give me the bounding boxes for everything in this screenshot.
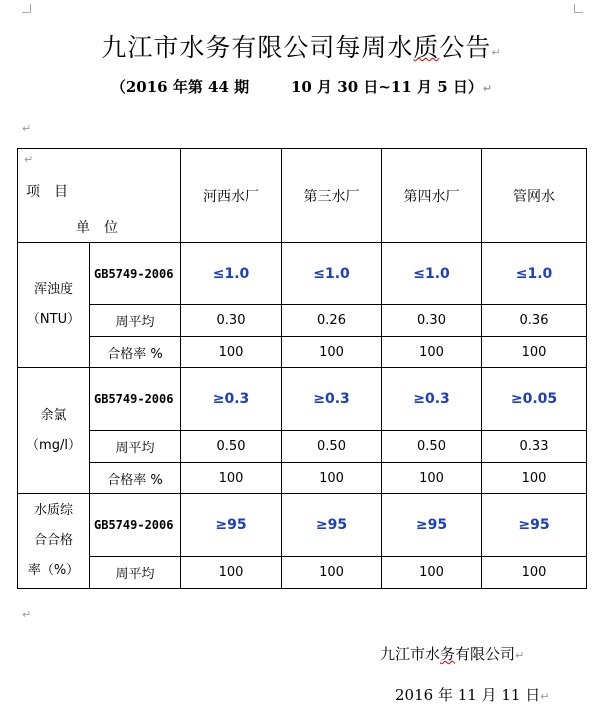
paragraph-mark: ↵ (540, 690, 550, 703)
table-cell: 100 (382, 337, 482, 368)
table-cell: 100 (181, 337, 282, 368)
header-col-disi: 第四水厂 (382, 149, 482, 243)
header-col-disan: 第三水厂 (282, 149, 382, 243)
table-cell: 100 (382, 463, 482, 494)
overall-limit-disi: ≥95 (382, 494, 482, 557)
chlorine-standard-row (18, 368, 587, 431)
table-cell: 0.26 (282, 305, 382, 337)
chlorine-limit-disan: ≥0.3 (282, 368, 382, 431)
overall-name-line-2: 合合格 (33, 533, 73, 548)
chlorine-weekly-avg-row (18, 431, 587, 463)
header-col-guanwang: 管网水 (482, 149, 587, 243)
title-part-a: 九江市水务有限公司每周水 (101, 33, 414, 62)
header-row (18, 149, 587, 243)
table-cell: 100 (282, 337, 382, 368)
paragraph-mark: ↵ (515, 649, 525, 662)
row-label: 合格率 % (90, 463, 181, 494)
header-item-unit-cell (18, 149, 181, 243)
row-label: 合格率 % (90, 337, 181, 368)
turbidity-label-cell (18, 243, 90, 368)
chlorine-unit: （mg/l） (26, 437, 81, 453)
table-cell: 0.33 (482, 431, 587, 463)
header-col-hexi: 河西水厂 (181, 149, 282, 243)
paragraph-mark: ↵ (491, 46, 502, 59)
overall-weekly-avg-row (18, 557, 587, 589)
overall-label-cell (18, 494, 90, 589)
table-cell: 100 (181, 463, 282, 494)
turbidity-limit-disan: ≤1.0 (282, 243, 382, 305)
header-unit-label: 单 位 (76, 220, 118, 236)
table-cell: 0.50 (181, 431, 282, 463)
chlorine-limit-hexi: ≥0.3 (181, 368, 282, 431)
title-part-c: 公告 (439, 33, 492, 62)
turbidity-standard: GB5749-2006 (90, 243, 181, 305)
paragraph-mark: ↵ (24, 153, 34, 166)
company-signature (380, 643, 524, 664)
issue-date (395, 684, 549, 705)
overall-standard: GB5749-2006 (90, 494, 181, 557)
page-corner-mark-left (22, 4, 31, 13)
overall-limit-disan: ≥95 (282, 494, 382, 557)
company-part-b: 务 (440, 645, 456, 663)
table-cell: 100 (482, 337, 587, 368)
table-cell: 0.36 (482, 305, 587, 337)
turbidity-limit-guanwang: ≤1.0 (482, 243, 587, 305)
water-quality-table (17, 148, 587, 589)
paragraph-mark: ↵ (482, 82, 493, 95)
overall-limit-guanwang: ≥95 (482, 494, 587, 557)
table-cell: 0.50 (382, 431, 482, 463)
issue-date-text: 2016 年 11 月 11 日 (395, 686, 541, 704)
table-cell: 100 (282, 557, 382, 589)
chlorine-limit-disi: ≥0.3 (382, 368, 482, 431)
chlorine-label-cell (18, 368, 90, 494)
page-corner-mark-right (574, 4, 583, 13)
company-part-a: 九江市水 (380, 645, 441, 663)
turbidity-pass-rate-row (18, 337, 587, 368)
chlorine-limit-guanwang: ≥0.05 (482, 368, 587, 431)
paragraph-mark: ↵ (22, 608, 32, 621)
document-title (0, 28, 603, 64)
company-part-c: 有限公司 (455, 645, 516, 663)
table-cell: 100 (482, 557, 587, 589)
chlorine-pass-rate-row (18, 463, 587, 494)
table-cell: 0.30 (181, 305, 282, 337)
overall-standard-row (18, 494, 587, 557)
overall-limit-hexi: ≥95 (181, 494, 282, 557)
title-part-b: 质 (413, 33, 440, 62)
turbidity-name: 浑浊度 (33, 282, 73, 297)
overall-name-line-1: 水质综 (33, 503, 73, 518)
document-subtitle (0, 76, 603, 97)
table-cell: 100 (482, 463, 587, 494)
overall-name-line-3: 率（%） (27, 563, 80, 578)
table-cell: 100 (181, 557, 282, 589)
paragraph-mark: ↵ (22, 122, 32, 135)
table-cell: 0.50 (282, 431, 382, 463)
turbidity-limit-disi: ≤1.0 (382, 243, 482, 305)
row-label: 周平均 (90, 431, 181, 463)
subtitle-issue: （2016 年第 44 期 (110, 78, 250, 96)
chlorine-standard: GB5749-2006 (90, 368, 181, 431)
turbidity-unit: （NTU） (26, 312, 81, 327)
chlorine-name: 余氯 (40, 407, 67, 423)
table-cell: 0.30 (382, 305, 482, 337)
turbidity-standard-row (18, 243, 587, 305)
row-label: 周平均 (90, 305, 181, 337)
subtitle-period: 10 月 30 日~11 月 5 日） (290, 78, 483, 96)
table-cell: 100 (382, 557, 482, 589)
header-item-label: 项 目 (26, 184, 68, 200)
turbidity-weekly-avg-row (18, 305, 587, 337)
table-cell: 100 (282, 463, 382, 494)
row-label: 周平均 (90, 557, 181, 589)
turbidity-limit-hexi: ≤1.0 (181, 243, 282, 305)
